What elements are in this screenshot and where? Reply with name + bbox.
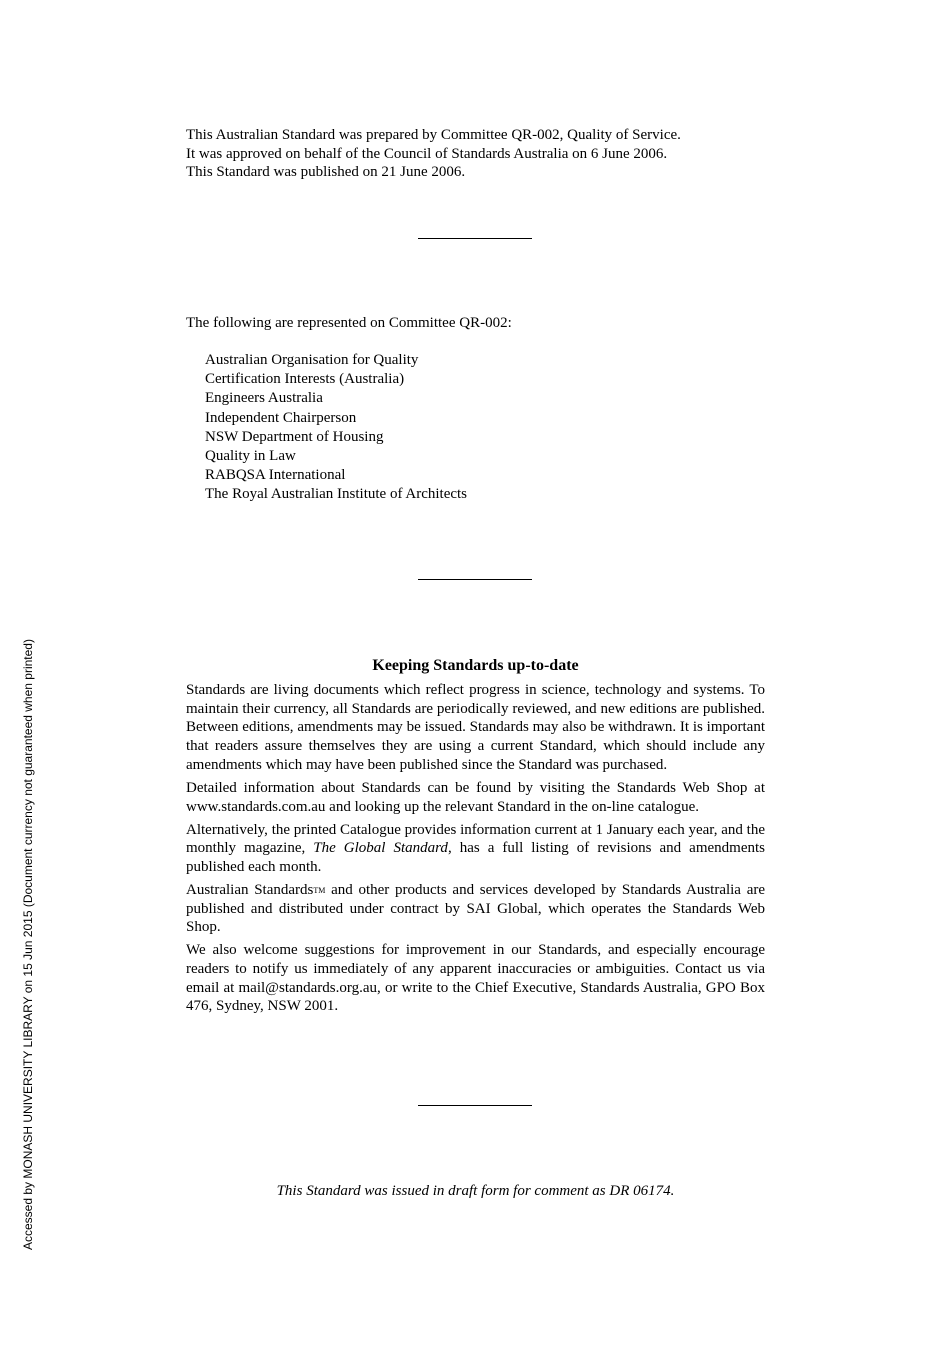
committee-member: Quality in Law <box>205 448 296 465</box>
committee-member: Australian Organisation for Quality <box>205 352 419 368</box>
catalogue-text-start: Alternatively, the printed Catalogue provides information current at 1 January each year, and the monthly magazine, <box>186 821 765 857</box>
paragraph-living-documents: Standards are living documents which reflect progress in science, technology and systems. To maintain their currency, all Standards are periodically reviewed, and new editions are published. Between editions, amendments may be issued. Standards may also be withdrawn. It is important that readers assure themselves they are using a current Standard, which should include any amendments which may have been published since the Standard was purchased. <box>186 682 765 773</box>
committee-member: Engineers Australia <box>205 390 323 407</box>
preparation-line-committee: This Australian Standard was prepared by Committee QR-002, Quality of Service. <box>186 127 681 143</box>
preparation-line-publication: This Standard was published on 21 June 2006. <box>186 164 466 181</box>
preparation-statement <box>186 126 765 182</box>
trademark-symbol: TM <box>313 885 326 895</box>
section-divider-1 <box>418 238 532 239</box>
sai-global-text: and other products and services developed by Standards Australia are published and distributed under contract by SAI Global, which operates the Standards Web Shop. <box>186 881 766 936</box>
section-divider-3 <box>418 1105 532 1106</box>
paragraph-sai-global <box>186 881 765 937</box>
committee-member: The Royal Australian Institute of Architects <box>205 486 468 503</box>
magazine-title: The Global Standard <box>313 840 448 857</box>
paragraph-web-shop: Detailed information about Standards can be found by visiting the Standards Web Shop at www.standards.com.au and looking up the relevant Standard in the on-line catalogue. <box>186 779 765 815</box>
committee-member-list <box>205 351 467 505</box>
committee-member: Certification Interests (Australia) <box>205 371 405 388</box>
committee-intro: The following are represented on Committee QR-002: <box>186 315 512 331</box>
preparation-line-approval: It was approved on behalf of the Council of Standards Australia on 6 June 2006. <box>186 145 668 162</box>
section-divider-2 <box>418 579 532 580</box>
draft-note: This Standard was issued in draft form for comment as DR 06174. <box>276 1183 675 1199</box>
committee-member: RABQSA International <box>205 467 346 484</box>
committee-member: Independent Chairperson <box>205 409 357 426</box>
trademark-name: Australian Standards <box>186 881 314 898</box>
keeping-standards-heading: Keeping Standards up-to-date <box>372 657 579 674</box>
catalogue-text-end: , has a full listing of revisions and amendments published each month. <box>186 840 765 875</box>
committee-member: NSW Department of Housing <box>205 428 384 445</box>
keeping-standards-body <box>186 681 765 1016</box>
paragraph-catalogue <box>186 821 765 877</box>
paragraph-suggestions: We also welcome suggestions for improvement in our Standards, and especially encourage readers to notify us immediately of any apparent inaccuracies or ambiguities. Contact us via email at mail@standards.org.au, or write to the Chief Executive, Standards Australia, GPO Box 476, Sydney, NSW 2001. <box>186 942 765 1015</box>
access-watermark: Accessed by MONASH UNIVERSITY LIBRARY on 15 Jun 2015 (Document currency not guaranteed when printed) <box>21 639 35 1250</box>
